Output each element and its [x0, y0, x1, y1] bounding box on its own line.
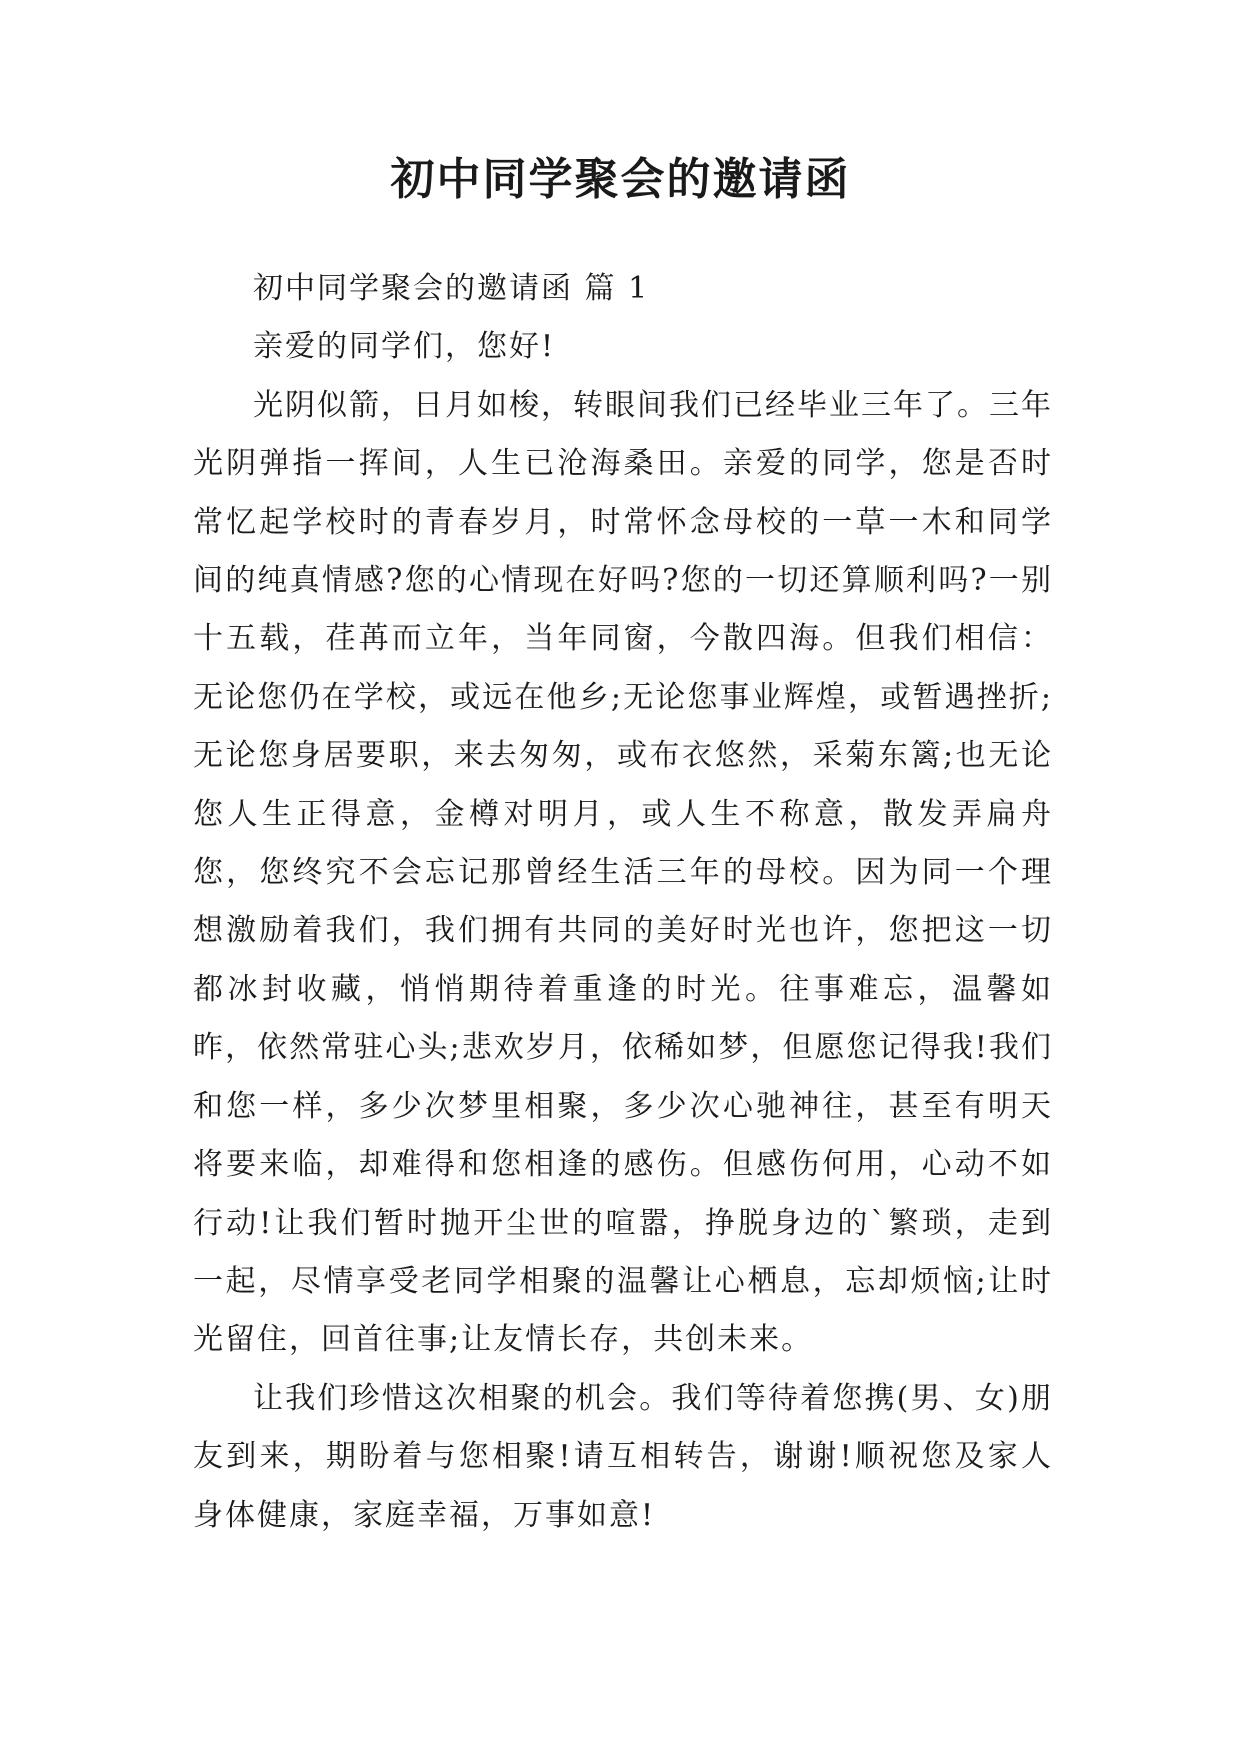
greeting: 亲爱的同学们，您好!: [253, 329, 556, 365]
section-heading: 初中同学聚会的邀请函 篇 1: [253, 271, 650, 306]
document-body: [193, 260, 1053, 1545]
closing-paragraph: 让我们珍惜这次相聚的机会。我们等待着您携(男、女)朋友到来，期盼着与您相聚!请互相转告，谢谢!顺祝您及家人身体健康，家庭幸福，万事如意!: [193, 1380, 1053, 1533]
body-paragraph: 光阴似箭，日月如梭，转眼间我们已经毕业三年了。三年光阴弹指一挥间，人生已沧海桑田。亲爱的同学，您是否时常忆起学校时的青春岁月，时常怀念母校的一草一木和同学间的纯真情感?您的心情现在好吗?您的一切还算顺利吗?一别十五载，荏苒而立年，当年同窗，今散四海。但我们相信：无论您仍在学校，或远在他乡;无论您事业辉煌，或暂遇挫折;无论您身居要职，来去匆匆，或布衣悠然，采菊东篱;也无论您人生正得意，金樽对明月，或人生不称意，散发弄扁舟您，您终究不会忘记那曾经生活三年的母校。因为同一个理想激励着我们，我们拥有共同的美好时光也许，您把这一切都冰封收藏，悄悄期待着重逢的时光。往事难忘，温馨如昨，依然常驻心头;悲欢岁月，依稀如梦，但愿您记得我!我们和您一样，多少次梦里相聚，多少次心驰神往，甚至有明天将要来临，却难得和您相逢的感伤。但感伤何用，心动不如行动!让我们暂时抛开尘世的喧嚣，挣脱身边的`繁琐，走到一起，尽情享受老同学相聚的温馨让心栖息，忘却烦恼;让时光留住，回首往事;让友情长存，共创未来。: [193, 387, 1053, 1358]
document-title: 初中同学聚会的邀请函: [390, 154, 851, 205]
